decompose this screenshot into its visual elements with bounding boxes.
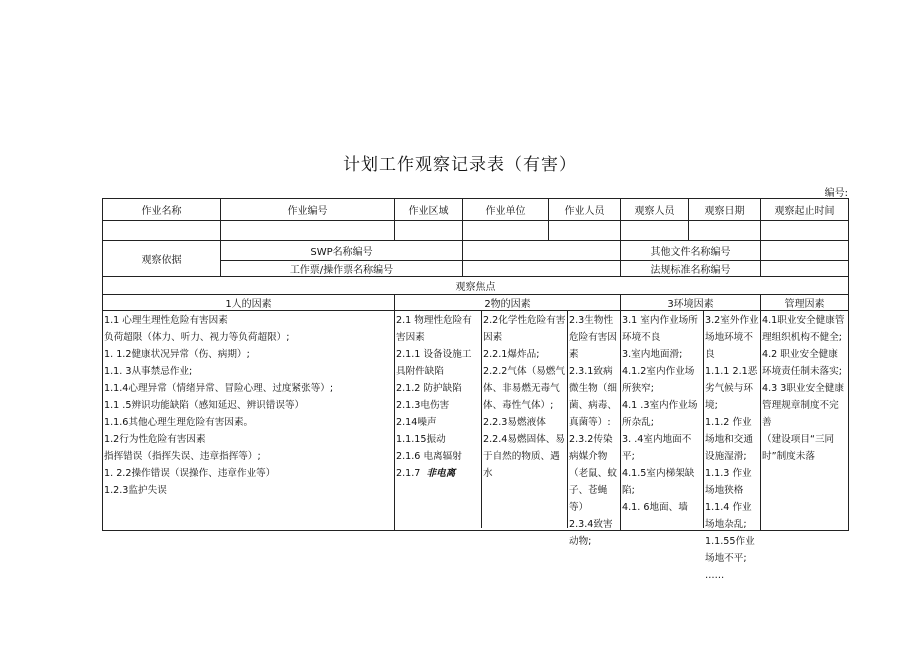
list-item: 2.3.2传染病媒介物（老鼠、蚊子、苍蝇等） xyxy=(569,434,617,513)
standard-value[interactable] xyxy=(761,261,849,277)
list-item: 2.2.2气体（易燃气体、非易燃无毒气体、毒性气体）; xyxy=(483,366,565,411)
input-cell[interactable] xyxy=(621,221,689,241)
list-item: 1.1.4心理异常（情绪异常、冒险心理、过度紧张等）; xyxy=(104,383,334,394)
list-item: 1.1 .5辨识功能缺陷（感知延迟、辨识错误等） xyxy=(104,400,305,411)
header-input-row xyxy=(103,221,849,241)
list-item: 2.2.4易燃固体、易于自然的物质、遇水 xyxy=(483,434,565,479)
other-doc-value[interactable] xyxy=(761,241,849,261)
physical-hazards-column xyxy=(395,311,482,528)
list-item: 4.1职业安全健康管理组织机构不健全; xyxy=(762,315,845,343)
input-cell[interactable] xyxy=(549,221,621,241)
list-item: 2.1 物理性危险有害因素 xyxy=(396,315,472,343)
outdoor-environment-column xyxy=(704,311,760,581)
header-job-name: 作业名称 xyxy=(103,199,221,221)
observation-record-table xyxy=(102,198,849,581)
list-item: 1.1.55作业场地不平; xyxy=(705,536,755,564)
list-item: 4.1. 6地面、墙 xyxy=(622,502,688,513)
document-number-label: 编号: xyxy=(824,188,848,199)
list-item: 1.1.1 2.1恶劣气候与环境; xyxy=(705,366,758,411)
input-cell[interactable] xyxy=(689,221,761,241)
input-cell[interactable] xyxy=(463,221,549,241)
list-item: 2.1.6 电离辐射 xyxy=(396,451,462,462)
header-observers: 观察人员 xyxy=(621,199,689,221)
standard-label: 法规标准名称编号 xyxy=(621,261,761,277)
list-item: 4.1.2室内作业场所狭窄; xyxy=(622,366,695,394)
list-item: 4.3 3职业安全健康管理规章制度不完善 xyxy=(762,383,844,428)
focus-label: 观察焦点 xyxy=(103,277,849,295)
category-physical: 2物的因素 xyxy=(395,295,621,311)
list-item: 1.1 心理生理性危险有害因素 xyxy=(104,315,228,326)
header-workers: 作业人员 xyxy=(549,199,621,221)
basis-label: 观察依据 xyxy=(103,241,221,277)
list-item: 3.室内地面滑; xyxy=(622,349,683,360)
input-cell[interactable] xyxy=(103,221,221,241)
list-item: 4.2 职业安全健康环境责任制未落实; xyxy=(762,349,842,377)
list-item: 3. .4室内地面不平; xyxy=(622,434,692,462)
list-item: 3.1 室内作业场所环境不良 xyxy=(622,315,698,343)
list-item: 1. 2.2操作错误（误操作、违章作业等） xyxy=(104,468,276,479)
list-item: 2.2.3易燃液体 xyxy=(483,417,546,428)
list-item: 2.14噪声 xyxy=(396,417,437,428)
chemical-hazards-column xyxy=(482,311,568,528)
list-item: 2.1.2 防护缺陷 xyxy=(396,383,462,394)
environment-factors-cell xyxy=(621,311,761,581)
list-item: （建设项目“三同时”制度未落 xyxy=(762,434,835,462)
input-cell[interactable] xyxy=(761,221,849,241)
category-human: 1人的因素 xyxy=(103,295,395,311)
list-item: 1.1.6其他心理生理危险有害因素。 xyxy=(104,417,254,428)
biological-hazards-column xyxy=(568,311,620,547)
list-item: 1.1.4 作业场地杂乱; xyxy=(705,502,752,530)
list-item: 1.1.2 作业场地和交通设施湿滑; xyxy=(705,417,753,462)
list-item: 2.2化学性危险有害因素 xyxy=(483,315,566,343)
swp-label: SWP名称编号 xyxy=(221,241,463,261)
list-item: 2.2.1爆炸品; xyxy=(483,349,540,360)
list-item: 1.2.3监护失误 xyxy=(104,485,167,496)
header-observe-date: 观察日期 xyxy=(689,199,761,221)
physical-factors-cell xyxy=(395,311,621,547)
ticket-label: 工作票/操作票名称编号 xyxy=(221,261,463,277)
category-environment: 3环境因素 xyxy=(621,295,761,311)
header-job-number: 作业编号 xyxy=(221,199,395,221)
list-item: 1.1.3 作业场地狭格 xyxy=(705,468,752,496)
list-item: 2.3生物性危险有害因素 xyxy=(569,315,617,360)
list-item: 2.3.4致害动物; xyxy=(569,519,613,547)
ticket-value[interactable] xyxy=(463,261,621,277)
list-item: 1.2行为性危险有害因素 xyxy=(104,434,206,445)
list-item: 指挥错误（指挥失误、违章指挥等）; xyxy=(104,451,261,462)
list-item: 1. 1.2健康状况异常（伤、病期）; xyxy=(104,349,250,360)
management-factors-cell xyxy=(761,311,849,531)
list-item: 1.1. 3从事禁忌作业; xyxy=(104,366,193,377)
list-item: 4.1 .3室内作业场所杂乱; xyxy=(622,400,698,428)
header-observe-time: 观察起止时间 xyxy=(761,199,849,221)
list-item: 3.2室外作业场地环境不良 xyxy=(705,315,759,360)
list-item: 2.1.1 设备设施工具附件缺陷 xyxy=(396,349,472,377)
category-management: 管理因素 xyxy=(761,295,849,311)
list-item: 2.1.7 非电离 xyxy=(396,468,456,479)
list-item: 4.1.5室内梯架缺陷; xyxy=(622,468,695,496)
other-doc-label: 其他文件名称编号 xyxy=(621,241,761,261)
list-item: 1.1.15振动 xyxy=(396,434,446,445)
indoor-environment-column xyxy=(621,311,704,528)
page-title: 计划工作观察记录表（有害） xyxy=(343,155,577,175)
list-item: 2.3.1致病微生物（细菌、病毒、真菌等）: xyxy=(569,366,617,428)
header-job-unit: 作业单位 xyxy=(463,199,549,221)
list-item: …… xyxy=(705,570,725,581)
list-item: 负荷超限（体力、听力、视力等负荷超限）; xyxy=(104,332,290,343)
input-cell[interactable] xyxy=(221,221,395,241)
list-item: 2.1.3电伤害 xyxy=(396,400,450,411)
header-job-area: 作业区域 xyxy=(395,199,463,221)
input-cell[interactable] xyxy=(395,221,463,241)
human-factors-cell xyxy=(103,311,395,531)
swp-value[interactable] xyxy=(463,241,621,261)
